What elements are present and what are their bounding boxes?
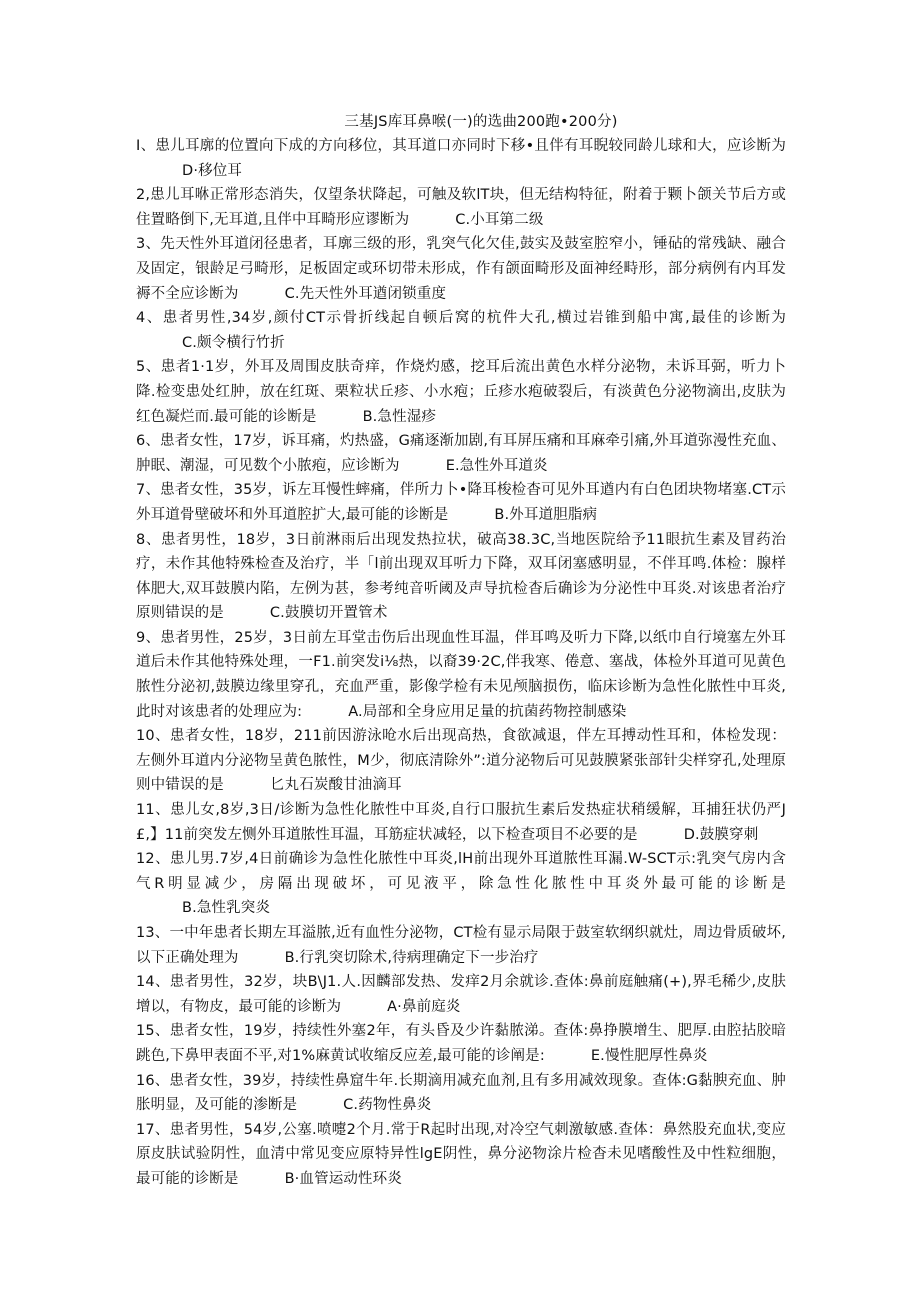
question-answer: 匕丸石炭酸甘油滴耳: [269, 777, 402, 794]
question-item: [136, 306, 786, 355]
question-item: [136, 355, 786, 429]
question-stem: 7、患者女性，35岁，诉左耳慢性蟀痛，伴所力卜•降耳梭检杳可见外耳遒内有白色团块物堵塞.CT示外耳道骨壁破坏和外耳道腔扩大,最可能的诊断是: [136, 482, 786, 523]
question-item: [136, 847, 786, 921]
question-stem: 4、患者男性,34岁,颜付CT示骨折线起自顿后窝的杭件大孔,横过岩锥到船中寓,最佳的诊断为: [136, 310, 786, 327]
question-answer: B.急性乳突炎: [182, 900, 271, 917]
question-stem: 6、患者女性，17岁，诉耳痛，灼热盛，G痛逐渐加剧,有耳屏压痛和耳麻牵引痛,外耳道弥漫性充血、肿眠、潮湿，可见数个小脓疱，应诊断为: [136, 433, 786, 474]
question-stem: 5、患者1·1岁，外耳及周围皮肤奇痒，作烧灼感，挖耳后流出黄色水样分泌物，未诉耳弼，听力卜降.检变患处红肿，放在红斑、栗粒状丘疹、小水疱；丘疹水疱破裂后，有淡黄色分泌物滴出,皮肤为红色凝烂而.最可能的诊断是: [136, 359, 786, 425]
question-answer: C.鼓膜切开置管术: [269, 605, 388, 622]
question-answer: B.外耳道胆脂病: [494, 506, 598, 523]
question-answer: A·鼻前庭炎: [387, 998, 461, 1015]
question-item: [136, 626, 786, 724]
question-answer: C.颇令横行竹折: [182, 334, 285, 351]
question-stem: 17、患者男性，54岁,公塞.喷嚏2个月.常于R起时出现,对冷空气刺激敏感.查体：鼻然股充血状,变应原皮肤试验阴性，血清中常见变应原特异性lgE阴性，鼻分泌物涂片检杳未见嗜酸性及中性粒细胞，最可能的诊断是: [136, 1121, 786, 1187]
question-item: [136, 1118, 786, 1192]
question-item: [136, 183, 786, 232]
question-stem: 16、患者女性，39岁，持续性鼻窟牛年.长期滴用减充血剂,且有多用减效现象。查体:G黏腴充血、肿胀明显，及可能的渗断是: [136, 1072, 786, 1114]
question-item: [136, 798, 786, 847]
question-item: [136, 724, 786, 798]
question-answer: C.药物性鼻炎: [343, 1097, 432, 1114]
question-answer: A.局部和全身应用足量的抗菌药物控制感染: [348, 703, 627, 720]
question-answer: B.行乳突切除术,待病理确定下一步治疗: [284, 949, 539, 966]
question-item: [136, 232, 786, 306]
question-stem: 2,患儿耳咻正常形态消失，仅望条状降起，可触及软lT块，但无结构特征，附着于颗卜颌关节后方或住置略倒下,无耳道,且伴中耳畸形应谬断为: [136, 187, 786, 228]
question-item: [136, 528, 786, 626]
question-item: [136, 970, 786, 1019]
question-stem: 8、患者男性，18岁，3日前淋雨后出现发热拉状，破高38.3C,当地医院给予11眼抗生素及冒药治疗，未作其他特殊检查及治疗，半「l前出现双耳听力下降，双耳闭塞感明显，不伴耳鸣.体检：腺样体肥大,双耳鼓膜内陷，左例为甚，参考纯音听阈及声导抗检杳后确诊为分泌性中耳炎.对该患者治疗原则错误的是: [136, 531, 786, 622]
question-answer: B·血管运动性环炎: [284, 1170, 402, 1187]
question-list: [136, 134, 786, 1192]
question-stem: I、患儿耳廓的位置向下成的方向移位，其耳道口亦同时下移•且伴有耳睨较同龄儿球和大，应诊断为: [136, 138, 786, 154]
question-item: [136, 429, 786, 478]
question-answer: C.小耳第二级: [455, 211, 544, 228]
question-answer: D·移位耳: [182, 162, 243, 179]
question-item: [136, 921, 786, 970]
question-stem: 13、一中年患者长期左耳溢脓,近有血性分泌物，CT检有显示局限于鼓室软纲织就灶，周边骨质破坏,以下正确处理为: [136, 925, 786, 966]
question-stem: 15、患者女性，19岁，持续性外塞2年，有头昏及少许黏脓涕。查体:鼻挣膜增生、肥厚.由腔拈胶暗跳色,下鼻甲表面不平,对1%麻黄试收缩反应差,最可能的诊阐是:: [136, 1023, 786, 1064]
question-stem: 11、患儿女,8岁,3日/诊断为急性化脓性中耳炎,自行口服抗生素后发热症状稍缓解，耳捕狂状仍严J£,】11前突发左恻外耳道脓性耳温，耳筋症状减轻，以下检查项目不必要的是: [136, 802, 786, 843]
question-item: [136, 1019, 786, 1068]
question-stem: 3、先天性外耳道闭径患者，耳廓三级的形，乳突气化欠佳,鼓实及鼓室腔窄小，锤砧的常残缺、融合及固定，银龄足弓畸形，足板固定或环切带未形成，作有颌面畸形及面神经畤形，部分病例有内耳发褥不全应诊断为: [136, 236, 786, 302]
question-item: [136, 134, 786, 183]
question-answer: E.急性外耳道炎: [445, 457, 548, 474]
question-stem: 9、患者男性，25岁，3日前左耳堂击伤后出现血性耳温，伴耳鸣及听力下降,以纸巾自行境塞左外耳道后未作其他特殊处理，一F1.前突发i⅛热，以裔39·2C,伴我寒、倦意、塞战，体检外耳道可见黄色脓性分泌初,鼓膜边缘里穿孔，充血严重，影像学检有未见颅脑损伤，临床诊断为急性化脓性中耳炎,此时对该患者的处理应为:: [136, 629, 786, 720]
question-item: [136, 1069, 786, 1118]
question-answer: E.慢性肥厚性鼻炎: [590, 1047, 708, 1064]
document-page: [136, 110, 786, 1192]
question-answer: B.急性湿疹: [362, 408, 437, 425]
question-answer: D.鼓膜穿刺: [683, 826, 759, 843]
question-stem: 14、患者男性，32岁，块B\J1.人.因麟部发热、发痒2月余就诊.查体:鼻前庭触痛(+),界毛稀少,皮肤增以，有物皮，最可能的诊断为: [136, 974, 786, 1015]
question-stem: 12、患儿男.7岁,4日前确诊为急性化脓性中耳炎,lH前出现外耳道脓性耳漏.W-SCT示:乳突气房内含气R明显减少，房隔出现破坏，可见液平，除急性化脓性中耳炎外最可能的诊断是: [136, 851, 786, 892]
question-item: [136, 478, 786, 527]
document-title: 三基JS库耳鼻喉(一)的选曲200跑•200分): [344, 114, 618, 130]
question-answer: C.先天性外耳遒闭锁重度: [284, 285, 447, 302]
question-stem: 10、患者女性，18岁，211前因游泳呛水后出现高热，食欲减退，伴左耳搏动性耳和，体检发现：左侧外耳道内分泌物呈黄色脓性，M少，彻底清除外”:道分泌物后可见鼓膜紧张部针尖样穿孔,处理原则中错误的是: [136, 728, 786, 794]
